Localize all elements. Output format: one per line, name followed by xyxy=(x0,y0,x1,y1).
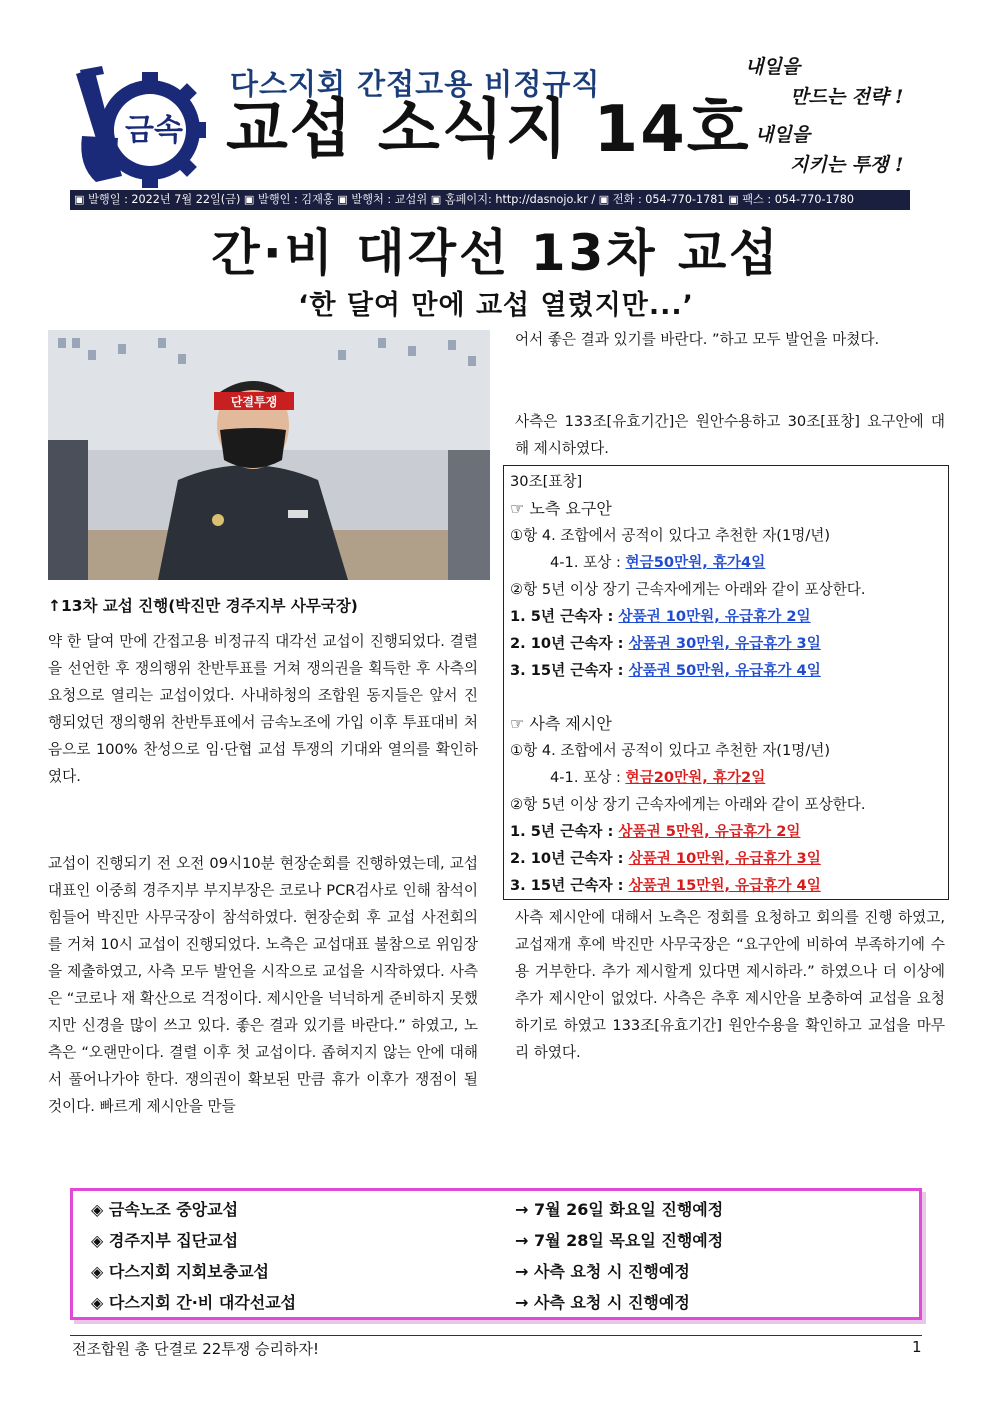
slogan-line-3: 내일을 xyxy=(755,124,811,146)
slogan-line-1: 내일을 xyxy=(745,56,801,78)
issue-title: 교섭 소식지 14호 xyxy=(226,93,751,167)
company-clause-1: ①항 4. 조합에서 공적이 있다고 추천한 자(1명/년) xyxy=(510,742,831,759)
company-row-1-value: 상품권 5만원, 유급휴가 2일 xyxy=(618,823,801,840)
footer-divider xyxy=(70,1335,922,1336)
body-paragraph-4: 사측은 133조[유효기간]은 원안수용하고 30조[표창] 요구안에 대해 제시하였다. xyxy=(515,413,945,457)
schedule-item: ◈ 금속노조 중앙교섭 xyxy=(91,1200,239,1219)
negotiation-photo xyxy=(48,330,490,580)
union-award-label: 4-1. 포상 : xyxy=(550,554,626,571)
logo-text: 금속 xyxy=(125,113,183,148)
union-logo xyxy=(72,66,210,192)
schedule-when: → 사측 요청 시 진행예정 xyxy=(515,1293,690,1312)
body-paragraph-2: 교섭이 진행되기 전 오전 09시10분 현장순회를 진행하였는데, 교섭대표인 이중희 경주지부 부지부장은 코로나 PCR검사로 인해 참석이 힘들어 박진만 사무국장이 참석하였다. 현장순회 후 교섭 사전회의를 거쳐 10시 교섭이 진행되었다. 노측은 교섭대표 불참으로 위임장을 제출하였고, 사측 모두 발언을 시작으로 교섭을 시작하였다. 사측은 “코로나 재 확산으로 걱정이다. 제시안을 넉넉하게 준비하지 못했지만 신경을 많이 쓰고 있다. 좋은 결과 있기를 바란다.” 하였고, 노측은 “오랜만이다. 결렬 이후 첫 교섭이다. 좁혀지지 않는 안에 대해서 풀어나가야 한다. 쟁의권이 확보된 만큼 휴가 이후가 쟁점이 될 것이다. 빠르게 제시안을 만들 xyxy=(48,855,478,1115)
union-clause-1: ①항 4. 조합에서 공적이 있다고 추천한 자(1명/년) xyxy=(510,527,831,544)
body-paragraph-1: 약 한 달여 만에 간접고용 비정규직 대각선 교섭이 진행되었다. 결렬을 선언한 후 쟁의행위 찬반투표를 거쳐 쟁의권을 획득한 후 사측의 요청으로 열리는 교섭이었다. 사내하청의 조합원 동지들은 앞서 진행되었던 쟁의행위 찬반투표에서 금속노조에 가입 이후 투표대비 처음으로 100% 찬성으로 임·단협 교섭 투쟁의 기대와 열의를 확인하였다. xyxy=(48,633,478,785)
company-row-1 xyxy=(510,820,800,841)
union-award xyxy=(550,551,765,572)
company-row-3-label: 3. 15년 근속자 : xyxy=(510,877,629,894)
union-row-2-label: 2. 10년 근속자 : xyxy=(510,635,629,652)
schedule-item: ◈ 경주지부 집단교섭 xyxy=(91,1231,239,1250)
union-demand-heading: ☞ 노측 요구안 xyxy=(510,499,612,518)
publication-info-bar: ▣ 발행일 : 2022년 7월 22일(금) ▣ 발행인 : 김재홍 ▣ 발행처 : 교섭위 ▣ 홈페이지: http://dasnojo.kr / ▣ 전화 : 054-770-1781 ▣ 팩스 : 054-770-1780 xyxy=(70,190,910,210)
headline: 간·비 대각선 13차 교섭 xyxy=(211,224,781,282)
schedule-when: → 7월 28일 목요일 진행예정 xyxy=(515,1231,724,1250)
schedule-item: ◈ 다스지회 간·비 대각선교섭 xyxy=(91,1293,297,1312)
union-row-3-value: 상품권 50만원, 유급휴가 4일 xyxy=(628,662,821,679)
union-row-1 xyxy=(510,605,811,626)
union-row-3-label: 3. 15년 근속자 : xyxy=(510,662,629,679)
union-award-value: 현금50만원, 휴가4일 xyxy=(625,554,766,571)
company-row-3 xyxy=(510,874,821,895)
photo-caption: ↑13차 교섭 진행(박진만 경주지부 사무국장) xyxy=(48,597,358,615)
box-title: 30조[표창] xyxy=(510,473,583,490)
union-row-2 xyxy=(510,632,821,653)
headband-text: 단결투쟁 xyxy=(230,395,278,409)
slogan-line-2: 만드는 전략 ! xyxy=(790,86,904,108)
company-row-1-label: 1. 5년 근속자 : xyxy=(510,823,619,840)
company-clause-2: ②항 5년 이상 장기 근속자에게는 아래와 같이 포상한다. xyxy=(510,796,866,813)
union-clause-2: ②항 5년 이상 장기 근속자에게는 아래와 같이 포상한다. xyxy=(510,581,866,598)
slogan-line-4: 지키는 투쟁 ! xyxy=(790,154,904,176)
page-number: 1 xyxy=(912,1338,922,1356)
org-title: 다스지회 간접고용 비정규직 xyxy=(230,67,601,101)
subheadline: ‘한 달여 만에 교섭 열렸지만...’ xyxy=(298,290,694,321)
company-award-label: 4-1. 포상 : xyxy=(550,769,626,786)
body-paragraph-5: 사측 제시안에 대해서 노측은 정회를 요청하고 회의를 진행 하였고, 교섭재개 후에 박진만 사무국장은 “요구안에 비하여 부족하기에 수용 거부한다. 추가 제시할게 있다면 제시하라.” 하였으나 더 이상에 추가 제시안이 없었다. 사측은 추후 제시안을 보충하여 교섭을 요청하기로 하였고 133조[유효기간] 원안수용을 확인하고 교섭을 마무리 하였다. xyxy=(515,909,945,1061)
schedule-when: → 7월 26일 화요일 진행예정 xyxy=(515,1200,724,1219)
footer-slogan: 전조합원 총 단결로 22투쟁 승리하자! xyxy=(72,1340,320,1358)
proposal-comparison-box xyxy=(503,465,949,900)
union-row-1-label: 1. 5년 근속자 : xyxy=(510,608,619,625)
union-row-3 xyxy=(510,659,821,680)
company-row-2-label: 2. 10년 근속자 : xyxy=(510,850,629,867)
company-row-2-value: 상품권 10만원, 유급휴가 3일 xyxy=(628,850,821,867)
schedule-when: → 사측 요청 시 진행예정 xyxy=(515,1262,690,1281)
company-row-2 xyxy=(510,847,821,868)
union-row-1-value: 상품권 10만원, 유급휴가 2일 xyxy=(618,608,811,625)
schedule-item: ◈ 다스지회 지회보충교섭 xyxy=(91,1262,270,1281)
schedule-box xyxy=(70,1188,922,1320)
company-offer-heading: ☞ 사측 제시안 xyxy=(510,714,612,733)
company-award xyxy=(550,766,765,787)
company-award-value: 현금20만원, 휴가2일 xyxy=(625,769,766,786)
body-paragraph-3: 어서 좋은 결과 있기를 바란다. ”하고 모두 발언을 마쳤다. xyxy=(515,331,880,348)
union-row-2-value: 상품권 30만원, 유급휴가 3일 xyxy=(628,635,821,652)
company-row-3-value: 상품권 15만원, 유급휴가 4일 xyxy=(628,877,821,894)
